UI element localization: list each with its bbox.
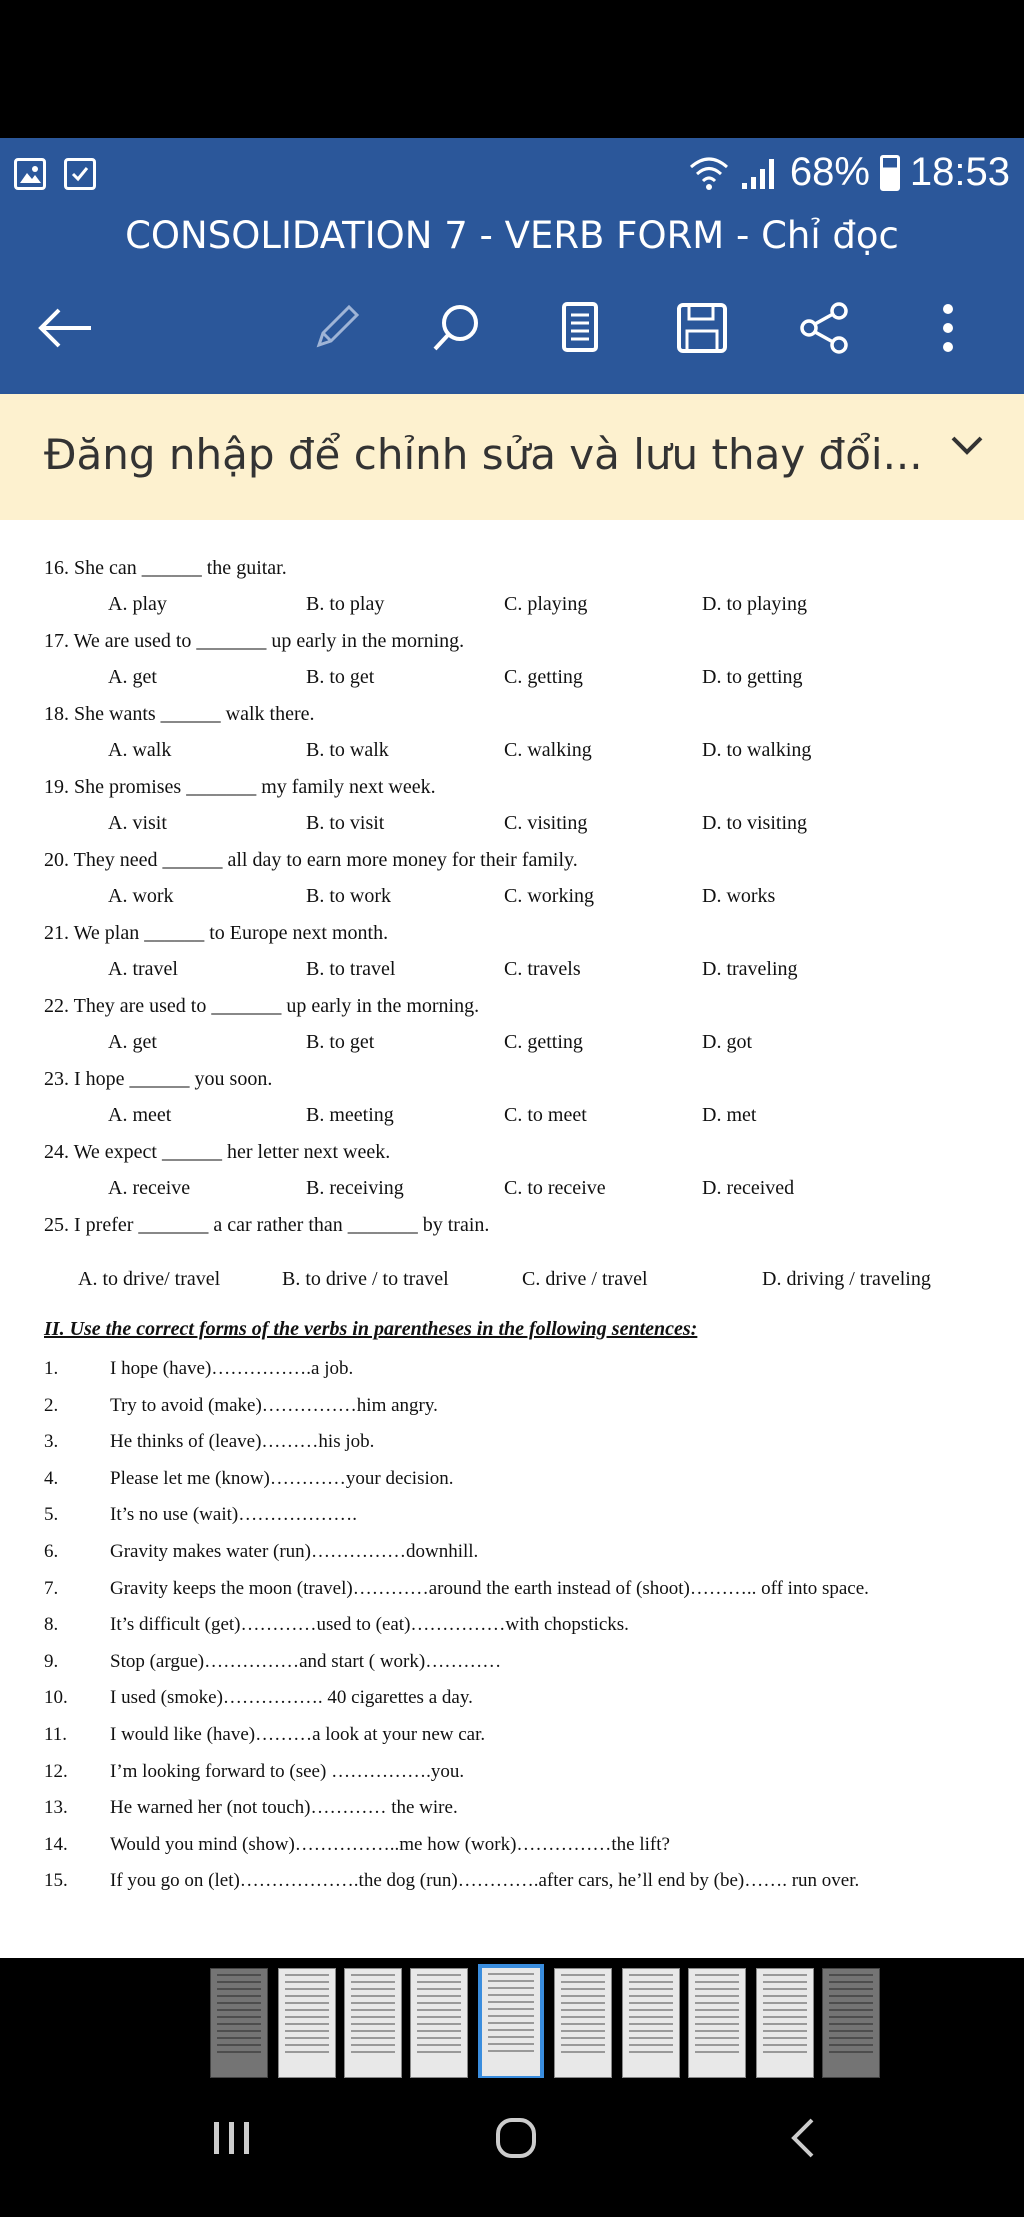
section-heading: II. Use the correct forms of the verbs in parentheses in the following sentences:	[44, 1318, 698, 1340]
answer-option: A. receive	[108, 1177, 191, 1199]
answer-option: D. driving / traveling	[762, 1268, 931, 1290]
exercise-number: 15.	[44, 1870, 68, 1892]
exercise-text: I used (smoke)……………. 40 cigarettes a day.	[110, 1687, 473, 1709]
question-text: 23. I hope ______ you soon.	[44, 1068, 273, 1090]
question-text: 18. She wants ______ walk there.	[44, 703, 315, 725]
exercise-item	[44, 1578, 1004, 1606]
question-text: 17. We are used to _______ up early in the morning.	[44, 630, 465, 652]
status-bar	[0, 138, 1024, 210]
answer-option: B. to drive / to travel	[282, 1268, 449, 1290]
answer-option: C. getting	[504, 666, 583, 688]
exercise-item	[44, 1541, 1004, 1569]
exercise-item	[44, 1870, 1004, 1898]
exercise-text: It’s difficult (get)…………used to (eat)……………with chopsticks.	[110, 1614, 629, 1636]
answer-option: B. to get	[306, 666, 375, 688]
exercise-item	[44, 1395, 1004, 1423]
answer-option: D. to playing	[702, 593, 807, 615]
answer-option: B. to play	[306, 593, 385, 615]
answer-option: D. works	[702, 885, 776, 907]
battery-percent: 68%	[789, 150, 870, 194]
exercise-item	[44, 1834, 1004, 1862]
exercise-text: I’m looking forward to (see) …………….you.	[110, 1760, 465, 1782]
gallery-icon	[14, 158, 46, 190]
exercise-number: 5.	[44, 1504, 59, 1526]
answer-option: A. walk	[108, 739, 172, 761]
exercise-item	[44, 1358, 1004, 1386]
page-thumbnail[interactable]	[688, 1968, 746, 2078]
answer-option: A. work	[108, 885, 174, 907]
answer-option: C. visiting	[504, 812, 588, 834]
home-icon[interactable]	[494, 2116, 538, 2165]
page-thumbnail[interactable]	[278, 1968, 336, 2078]
top-black-area	[0, 0, 1024, 138]
exercise-text: He thinks of (leave)………his job.	[110, 1431, 375, 1453]
exercise-number: 1.	[44, 1358, 59, 1379]
page-thumbnail[interactable]	[756, 1968, 814, 2078]
answer-option: B. meeting	[306, 1104, 394, 1126]
signal-icon	[740, 155, 780, 191]
exercise-number: 7.	[44, 1577, 59, 1599]
page-thumbnail[interactable]	[344, 1968, 402, 2078]
reading-view-icon[interactable]	[540, 288, 620, 368]
answer-option: A. play	[108, 593, 167, 615]
exercise-text: He warned her (not touch)………… the wire.	[110, 1797, 458, 1819]
back-icon[interactable]	[788, 2116, 818, 2165]
page-thumbnail[interactable]	[410, 1968, 468, 2078]
answer-option: D. to visiting	[702, 812, 808, 834]
exercise-number: 4.	[44, 1467, 59, 1489]
answer-option: A. to drive/ travel	[78, 1268, 221, 1290]
answer-option: B. to work	[306, 885, 391, 907]
exercise-item	[44, 1504, 1004, 1532]
exercise-text: Try to avoid (make)……………him angry.	[110, 1394, 438, 1416]
answer-option: C. walking	[504, 739, 592, 761]
answer-option: D. met	[702, 1104, 757, 1126]
answer-option: A. get	[108, 666, 157, 688]
question-text: 22. They are used to _______ up early in the morning.	[44, 995, 480, 1017]
share-icon[interactable]	[784, 288, 864, 368]
answer-option: C. getting	[504, 1031, 583, 1053]
page-thumbnail[interactable]	[554, 1968, 612, 2078]
sign-in-banner[interactable]	[0, 394, 1024, 520]
more-icon[interactable]	[908, 288, 988, 368]
question-text: 25. I prefer _______ a car rather than _______ by train.	[44, 1214, 490, 1236]
exercise-number: 12.	[44, 1760, 68, 1782]
exercise-number: 11.	[44, 1724, 68, 1745]
answer-option: C. to receive	[504, 1177, 606, 1199]
page-thumbnail[interactable]	[210, 1968, 268, 2078]
exercise-number: 14.	[44, 1833, 68, 1855]
exercise-text: Please let me (know)…………your decision.	[110, 1467, 454, 1489]
battery-icon	[880, 155, 900, 191]
answer-option: D. received	[702, 1177, 795, 1199]
answer-option: B. receiving	[306, 1177, 404, 1199]
exercise-text: If you go on (let)……………….the dog (run)………….after cars, he’ll end by (be)……. run over.	[110, 1870, 860, 1892]
answer-option: A. get	[108, 1031, 157, 1053]
answer-option: A. travel	[108, 958, 178, 980]
answer-option: C. drive / travel	[522, 1268, 648, 1290]
exercise-number: 6.	[44, 1541, 59, 1562]
exercise-number: 2.	[44, 1394, 59, 1416]
answer-option: C. travels	[504, 958, 581, 980]
back-arrow-icon[interactable]	[26, 288, 106, 368]
exercise-number: 8.	[44, 1614, 59, 1636]
question-text: 24. We expect ______ her letter next week.	[44, 1141, 391, 1163]
page-thumbnail[interactable]	[478, 1964, 544, 2080]
banner-text: Đăng nhập để chỉnh sửa và lưu thay đổi...	[44, 430, 923, 479]
exercise-text: Gravity makes water (run)……………downhill.	[110, 1541, 479, 1562]
clipboard-check-icon	[64, 158, 96, 190]
clock: 18:53	[909, 150, 1010, 194]
exercise-number: 3.	[44, 1431, 59, 1453]
wifi-icon	[688, 155, 730, 191]
answer-option: D. got	[702, 1031, 752, 1053]
exercise-item	[44, 1761, 1004, 1789]
exercise-text: I hope (have)…………….a job.	[110, 1358, 354, 1379]
answer-option: B. to get	[306, 1031, 375, 1053]
answer-option: A. meet	[108, 1104, 172, 1126]
search-icon[interactable]	[416, 288, 496, 368]
answer-option: B. to walk	[306, 739, 389, 761]
answer-option: C. working	[504, 885, 594, 907]
answer-option: B. to travel	[306, 958, 396, 980]
document-page	[0, 520, 1024, 1958]
question-text: 16. She can ______ the guitar.	[44, 557, 287, 579]
exercise-item	[44, 1431, 1004, 1459]
exercise-text: Gravity keeps the moon (travel)…………around the earth instead of (shoot)……….. off into space.	[110, 1577, 869, 1599]
answer-option: D. traveling	[702, 958, 798, 980]
exercise-text: Stop (argue)……………and start ( work)…………	[110, 1650, 502, 1672]
question-text: 20. They need ______ all day to earn more money for their family.	[44, 849, 578, 871]
nav-bar	[0, 2078, 1024, 2217]
exercise-text: It’s no use (wait)……………….	[110, 1504, 357, 1526]
recent-apps-icon[interactable]	[210, 2118, 254, 2163]
exercise-text: Would you mind (show)……………..me how (work)……………the lift?	[110, 1833, 670, 1855]
exercise-text: I would like (have)………a look at your new car.	[110, 1724, 486, 1745]
exercise-item	[44, 1468, 1004, 1496]
answer-option: C. playing	[504, 593, 588, 615]
exercise-number: 13.	[44, 1797, 68, 1819]
toolbar	[0, 288, 1024, 368]
answer-option: B. to visit	[306, 812, 385, 834]
answer-option: C. to meet	[504, 1104, 587, 1126]
app-bar	[0, 138, 1024, 394]
exercise-item	[44, 1687, 1004, 1715]
save-icon[interactable]	[662, 288, 742, 368]
question-text: 19. She promises _______ my family next week.	[44, 776, 436, 798]
chevron-down-icon[interactable]	[950, 434, 984, 461]
answer-option: A. visit	[108, 812, 167, 834]
page-thumbnail[interactable]	[622, 1968, 680, 2078]
exercise-item	[44, 1614, 1004, 1642]
document-title: CONSOLIDATION 7 - VERB FORM - Chỉ đọc	[125, 214, 899, 257]
question-text: 21. We plan ______ to Europe next month.	[44, 922, 389, 944]
pencil-icon[interactable]	[296, 288, 376, 368]
exercise-item	[44, 1724, 1004, 1752]
page-thumbnail[interactable]	[822, 1968, 880, 2078]
exercise-item	[44, 1797, 1004, 1825]
exercise-number: 9.	[44, 1650, 59, 1672]
answer-option: D. to getting	[702, 666, 803, 688]
answer-option: D. to walking	[702, 739, 812, 761]
page-thumbnails	[0, 1958, 1024, 2078]
exercise-number: 10.	[44, 1687, 68, 1709]
exercise-item	[44, 1651, 1004, 1679]
